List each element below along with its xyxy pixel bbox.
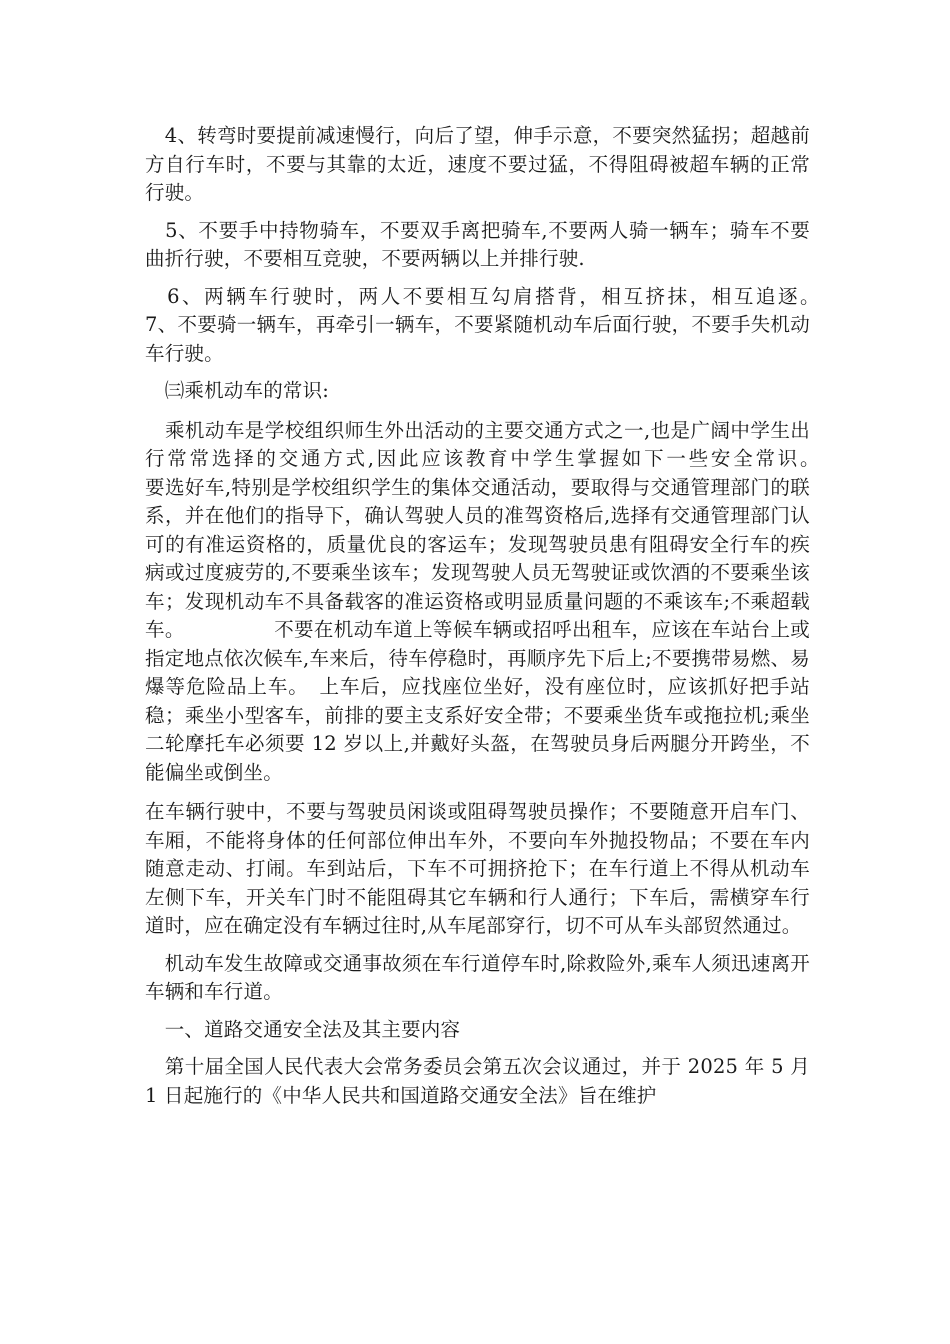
- section-heading-motor-vehicle: ㈢乘机动车的常识:: [145, 379, 330, 402]
- paragraph-breakdown: 机动车发生故障或交通事故须在车行道停车时,除救险外,乘车人须迅速离开车辆和车行道。: [145, 951, 810, 1003]
- paragraph-riding-motor-vehicle: 乘机动车是学校组织师生外出活动的主要交通方式之一,也是广阔中学生出行常常选择的交通方式,因此应该教育中学生掌握如下一些安全常识。 要选好车,特别是学校组织学生的集体交通活动，要取得与交通管理部门的联系，并在他们的指导下，确认驾驶人员的准驾资格后,选择有交通管理部门认可的有准运资格的，质量优良的客运车；发现驾驶员患有阻碍安全行车的疾病或过度疲劳的,不要乘坐该车；发现驾驶人员无驾驶证或饮酒的不要乘坐该车；发现机动车不具备载客的准运资格或明显质量问题的不乘该车;不乘超载车。 不要在机动车道上等候车辆或招呼出租车，应该在车站台上或指定地点依次候车,车来后，待车停稳时，再顺序先下后上;不要携带易燃、易爆等危险品上车。 上车后，应找座位坐好，没有座位时，应该抓好把手站稳；乘坐小型客车，前排的要主支系好安全带；不要乘坐货车或拖拉机;乘坐二轮摩托车必须要 12 岁以上,并戴好头盔，在驾驶员身后两腿分开跨坐，不能偏坐或倒坐。: [145, 418, 909, 784]
- paragraph-while-driving: 在车辆行驶中，不要与驾驶员闲谈或阻碍驾驶员操作；不要随意开启车门、车厢，不能将身体的任何部位伸出车外，不要向车外抛投物品；不要在车内随意走动、打闹。车到站后，下车不可拥挤抢下；在车行道上不得从机动车左侧下车，开关车门时不能阻碍其它车辆和行人通行；下车后，需横穿车行道时，应在确定没有车辆过往时,从车尾部穿行，切不可从车头部贸然通过。: [145, 800, 810, 937]
- paragraph-item-4: 4、转弯时要提前减速慢行，向后了望，伸手示意，不要突然猛拐；超越前方自行车时，不要与其靠的太近，速度不要过猛，不得阻碍被超车辆的正常行驶。: [145, 124, 810, 204]
- document-body: [145, 122, 909, 1110]
- section-heading-road-safety-law: 一、道路交通安全法及其主要内容: [145, 1017, 461, 1041]
- paragraph-law-intro: 第十届全国人民代表大会常务委员会第五次会议通过，并于 2025 年 5 月 1 日起施行的《中华人民共和国道路交通安全法》旨在维护: [145, 1055, 810, 1107]
- paragraph-item-5: 5、不要手中持物骑车，不要双手离把骑车,不要两人骑一辆车；骑车不要曲折行驶，不要相互竞驶，不要两辆以上并排行驶.: [145, 218, 810, 270]
- paragraph-items-6-7: 6、两辆车行驶时，两人不要相互勾肩搭背，相互挤抹，相互追逐。 7、不要骑一辆车，再牵引一辆车，不要紧随机动车后面行驶，不要手失机动车行驶。: [145, 284, 909, 365]
